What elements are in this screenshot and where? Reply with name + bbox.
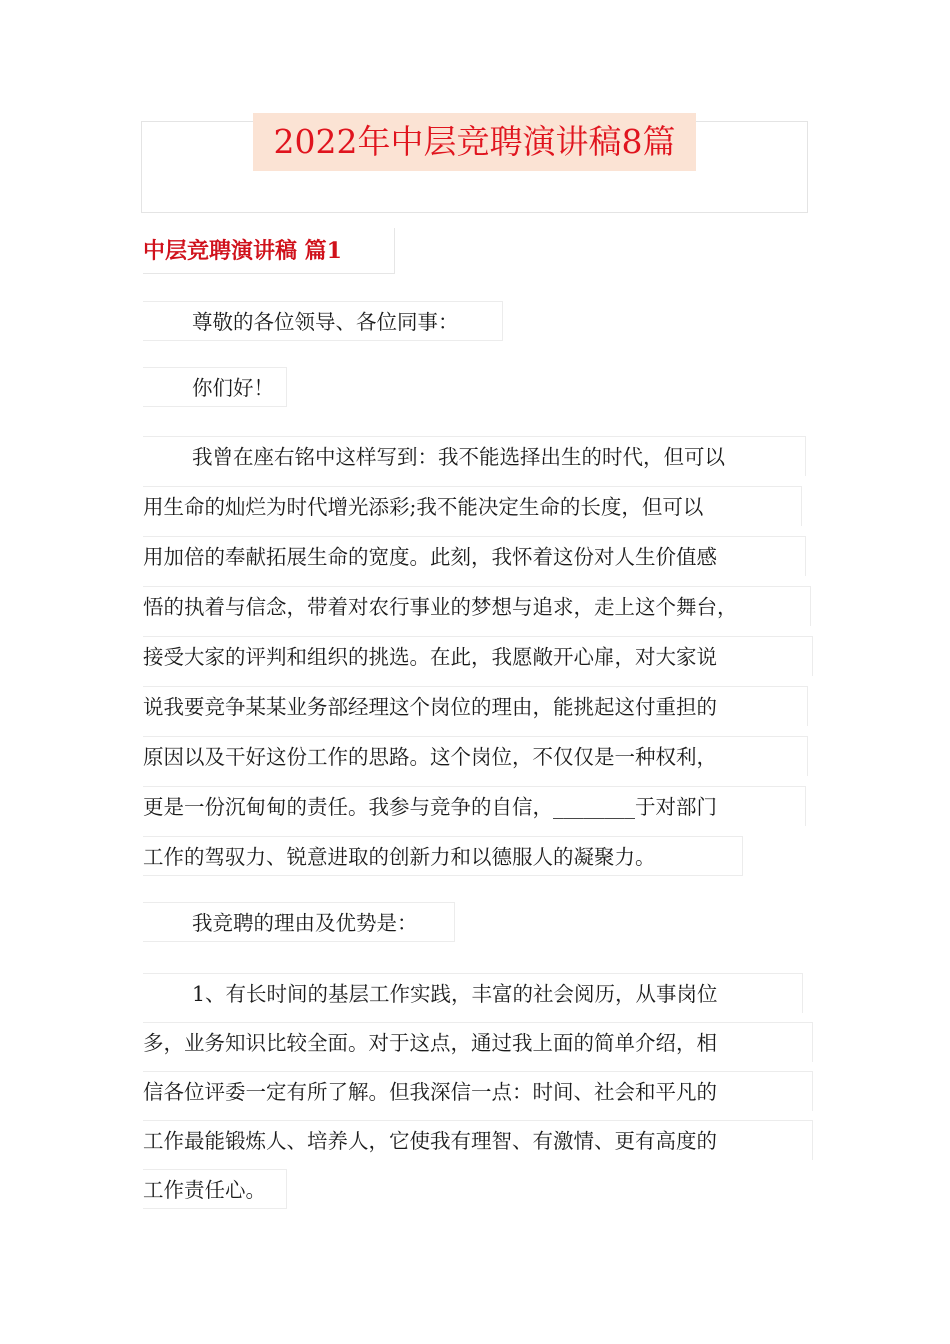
paragraph-line: 用加倍的奉献拓展生命的宽度。此刻，我怀着这份对人生价值感 <box>143 536 806 576</box>
paragraph-line: 工作责任心。 <box>143 1169 287 1209</box>
reasons-intro-line: 我竞聘的理由及优势是： <box>143 902 455 942</box>
paragraph-line: 用生命的灿烂为时代增光添彩;我不能决定生命的长度，但可以 <box>143 486 802 526</box>
paragraph-line: 悟的执着与信念，带着对农行事业的梦想与追求，走上这个舞台， <box>143 586 811 626</box>
paragraph-line: 工作的驾驭力、锐意进取的创新力和以德服人的凝聚力。 <box>143 836 743 876</box>
paragraph-line: 多，业务知识比较全面。对于这点，通过我上面的简单介绍，相 <box>143 1022 813 1062</box>
paragraph-line: 说我要竞争某某业务部经理这个岗位的理由，能挑起这付重担的 <box>143 686 808 726</box>
paragraph-line: 接受大家的评判和组织的挑选。在此，我愿敞开心扉，对大家说 <box>143 636 813 676</box>
paragraph-line: 信各位评委一定有所了解。但我深信一点：时间、社会和平凡的 <box>143 1071 813 1111</box>
greeting-line: 尊敬的各位领导、各位同事： <box>143 301 503 341</box>
paragraph-line: 我曾在座右铭中这样写到：我不能选择出生的时代，但可以 <box>143 436 806 476</box>
paragraph-line: 更是一份沉甸甸的责任。我参与竞争的自信，________于对部门 <box>143 786 806 826</box>
document-title: 2022年中层竞聘演讲稿8篇 <box>253 113 696 171</box>
hello-line: 你们好！ <box>143 367 287 407</box>
paragraph-line: 1、有长时间的基层工作实践，丰富的社会阅历，从事岗位 <box>143 973 803 1013</box>
section-heading: 中层竞聘演讲稿 篇1 <box>143 228 395 274</box>
paragraph-line: 工作最能锻炼人、培养人，它使我有理智、有激情、更有高度的 <box>143 1120 813 1160</box>
paragraph-line: 原因以及干好这份工作的思路。这个岗位，不仅仅是一种权利， <box>143 736 808 776</box>
